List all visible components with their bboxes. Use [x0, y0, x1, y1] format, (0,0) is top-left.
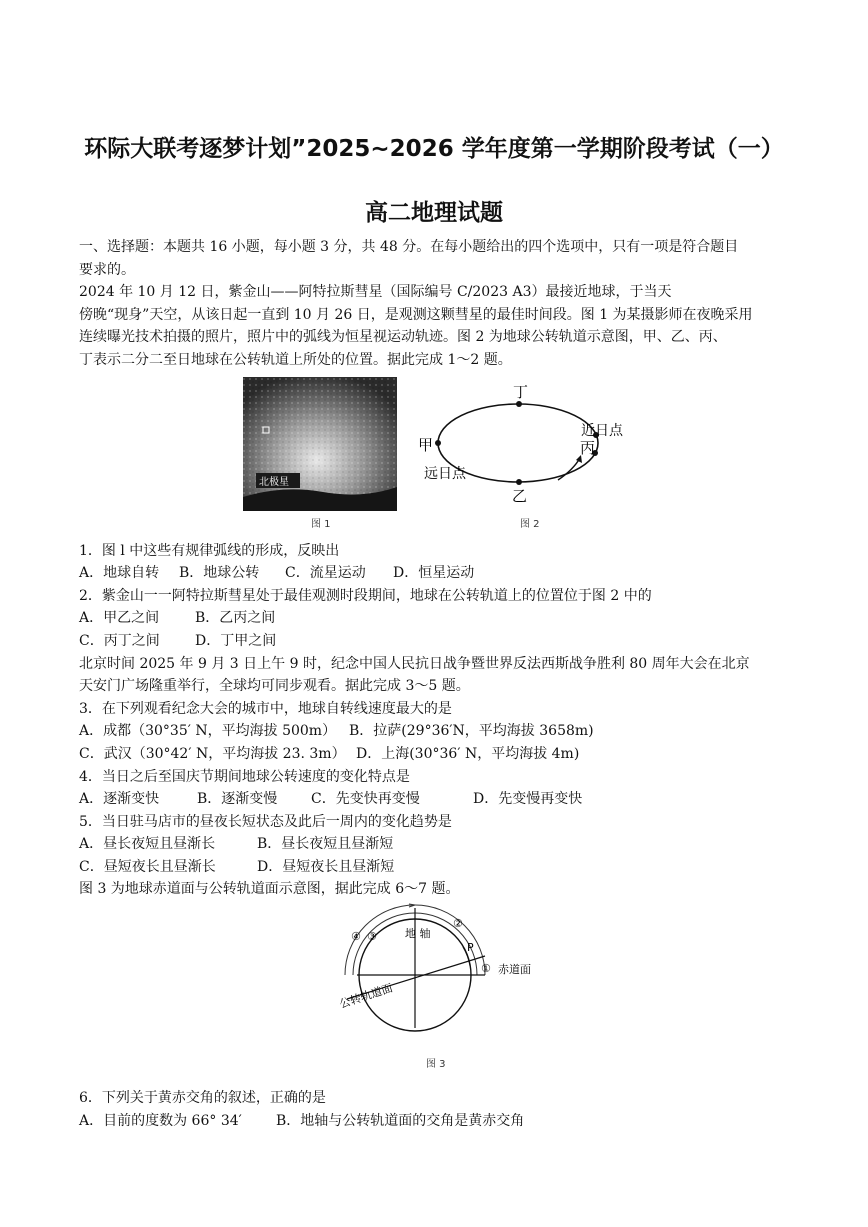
- option-row: [79, 856, 801, 879]
- question-stem: 2．紫金山一一阿特拉斯彗星处于最佳观测时段期间，地球在公转轨道上的位置位于图 2 中的: [79, 587, 652, 604]
- star-trail-photo: [243, 377, 397, 511]
- position-dot: [435, 440, 441, 446]
- label-4: ④: [351, 930, 361, 943]
- option-row: [79, 1110, 801, 1133]
- label-orbit: 公转轨道面: [337, 981, 395, 1011]
- option: B．昼长夜短且昼渐短: [257, 836, 394, 853]
- option: A．目前的度数为 66° 34′: [79, 1112, 242, 1129]
- polaris-label: 北极星: [259, 477, 289, 488]
- passage-line: 2024 年 10 月 12 日，紫金山——阿特拉斯彗星（国际编号 C/2023 A3）最接近地球，于当天: [79, 284, 672, 301]
- label-2: ②: [453, 917, 463, 930]
- passage-line: 连续曝光技术拍摄的照片，照片中的弧线为恒星视运动轨迹。图 2 为地球公转轨道示意图，甲、乙、丙、: [79, 329, 727, 346]
- option-row: [79, 743, 801, 766]
- passage-line: 天安门广场隆重举行，全球均可同步观看。据此完成 3～5 题。: [79, 678, 470, 695]
- position-dot: [516, 479, 522, 485]
- instruction-line: 一、选择题：本题共 16 小题，每小题 3 分，共 48 分。在每小题给出的四个选项中，只有一项是符合题目: [79, 239, 739, 255]
- passage-line: 傍晚“现身”天空，从该日起一直到 10 月 26 日，是观测这颗彗星的最佳时间段。图 1 为某摄影师在夜晚采用: [79, 306, 753, 323]
- label-axis: 地 轴: [405, 927, 431, 940]
- option: A．昼长夜短且昼渐长: [79, 836, 216, 853]
- question-stem: 3．在下列观看纪念大会的城市中，地球自转线速度最大的是: [79, 700, 452, 717]
- option-row: [79, 630, 801, 653]
- question-stem: 1．图 l 中这些有规律弧线的形成，反映出: [79, 542, 340, 559]
- option: A．成都（30°35′ N，平均海拔 500m）: [79, 723, 337, 740]
- option: D．昼短夜长且昼渐短: [257, 858, 395, 875]
- option-row: [79, 788, 801, 811]
- option: D．丁甲之间: [195, 632, 277, 649]
- label-equator: 赤道面: [498, 963, 531, 976]
- figure-2-caption: 图 2: [520, 519, 540, 530]
- option-row: [79, 607, 801, 630]
- option: B．地球公转: [179, 565, 260, 582]
- option: A．甲乙之间: [79, 610, 160, 627]
- passage-line: 丁表示二分二至日地球在公转轨道上所处的位置。据此完成 1～2 题。: [79, 351, 512, 368]
- question-stem: 6．下列关于黄赤交角的叙述，正确的是: [79, 1090, 326, 1107]
- option: A．逐渐变快: [79, 791, 160, 808]
- label-ding: 丁: [513, 383, 529, 401]
- instruction-line: 要求的。: [79, 261, 135, 278]
- question-stem: 5．当日驻马店市的昼夜长短状态及此后一周内的变化趋势是: [79, 813, 452, 830]
- option: B．地轴与公转轨道面的交角是黄赤交角: [276, 1112, 525, 1129]
- passage-line: 北京时间 2025 年 9 月 3 日上午 9 时，纪念中国人民抗日战争暨世界反法西斯战争胜利 80 周年大会在北京: [79, 655, 750, 672]
- option-row: [79, 720, 801, 743]
- option: B．逐渐变慢: [197, 791, 278, 808]
- exam-title: 环际大联考逐梦计划”2025~2026 学年度第一学期阶段考试（一）: [84, 136, 784, 162]
- option: C．武汉（30°42′ N，平均海拔 23. 3m）: [79, 745, 346, 762]
- figure-3-caption: 图 3: [426, 1059, 446, 1070]
- position-dot: [516, 401, 522, 407]
- figure-2-orbit-diagram: [418, 380, 638, 515]
- option: A．地球自转: [79, 565, 160, 582]
- orbit-diagram: [418, 380, 638, 515]
- question-stem: 4．当日之后至国庆节期间地球公转速度的变化特点是: [79, 768, 410, 785]
- option-row: [79, 562, 801, 585]
- option: C．流星运动: [285, 565, 366, 582]
- passage-line: 图 3 为地球赤道面与公转轨道面示意图，据此完成 6～7 题。: [79, 881, 460, 898]
- option: B．乙丙之间: [195, 610, 276, 627]
- label-1: ①: [481, 962, 491, 975]
- figure-1-caption: 图 1: [311, 519, 331, 530]
- option: C．昼短夜长且昼渐长: [79, 858, 216, 875]
- exam-subtitle: 高二地理试题: [365, 200, 503, 226]
- plane-diagram: [335, 900, 545, 1072]
- option-row: [79, 833, 801, 856]
- option: C．先变快再变慢: [311, 791, 420, 808]
- label-3: ③: [367, 930, 377, 943]
- label-yi: 乙: [512, 487, 528, 505]
- figure-1-photo: [243, 377, 397, 511]
- figure-3-plane-diagram: [335, 900, 545, 1072]
- label-jia: 甲: [418, 436, 434, 454]
- option: D．上海(30°36′ N，平均海拔 4m): [356, 745, 580, 762]
- option: D．恒星运动: [393, 565, 475, 582]
- option: B．拉萨(29°36′N，平均海拔 3658m): [349, 723, 594, 740]
- label-bing: 丙: [580, 439, 596, 457]
- option: D．先变慢再变快: [473, 791, 583, 808]
- option: C．丙丁之间: [79, 632, 160, 649]
- label-aphelion: 远日点: [424, 466, 466, 482]
- label-p: P: [467, 941, 474, 954]
- label-perihelion: 近日点: [581, 423, 623, 439]
